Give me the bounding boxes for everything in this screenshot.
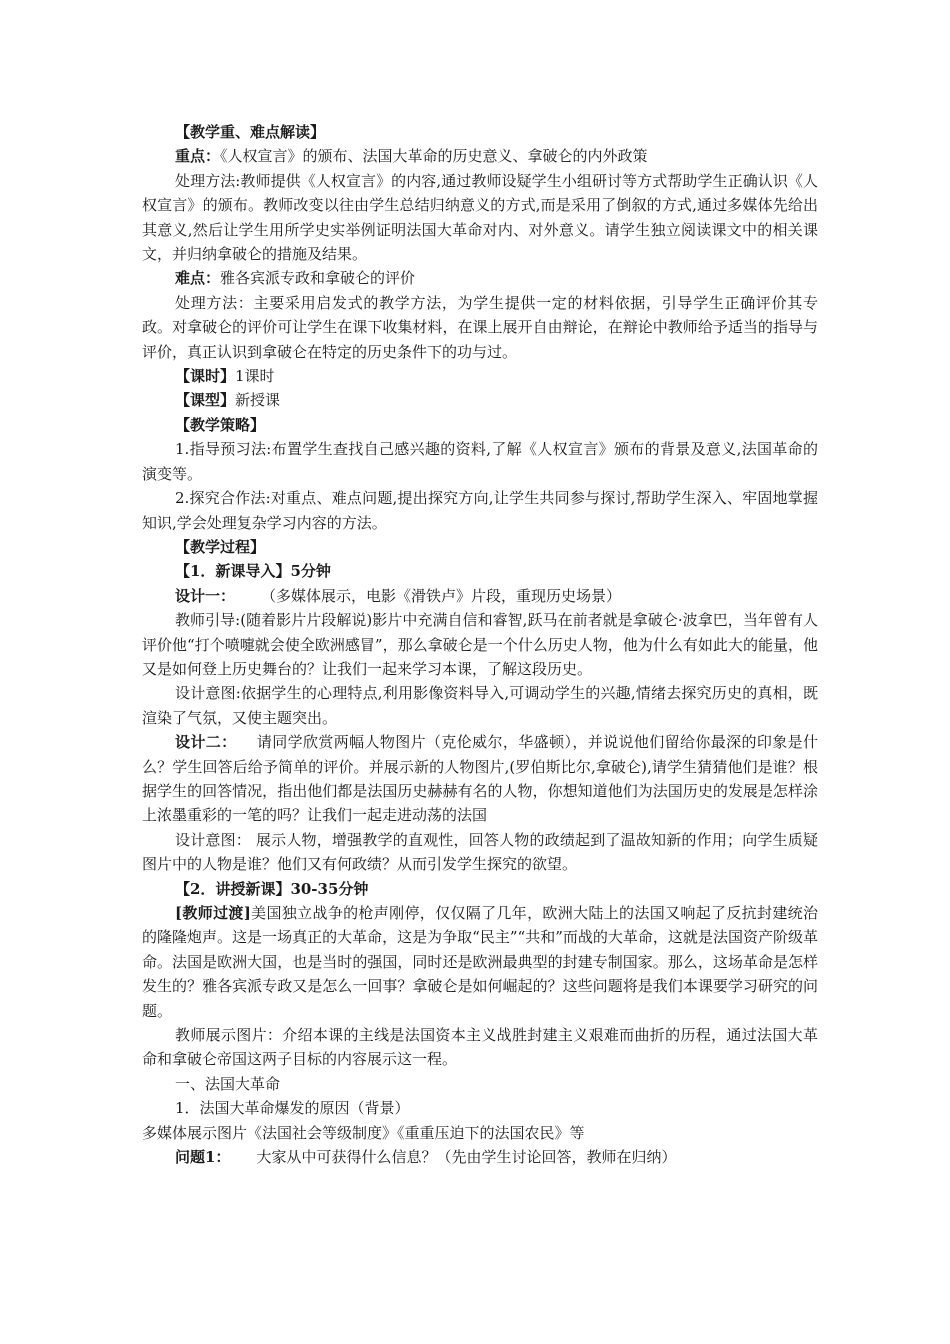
question-1-text: 大家从中可获得什么信息？（先由学生讨论回答，教师在归纳）: [256, 1148, 677, 1167]
design-intent-2: 设计意图： 展示人物，增强教学的直观性，回答人物的政绩起到了温故知新的作用；向学生质疑图片中的人物是谁？他们又有何政绩？从而引发学生探究的欲望。: [142, 830, 818, 874]
method-paragraph-2: 处理方法：主要采用启发式的教学方法，为学生提供一定的材料依据，引导学生正确评价其专政。对拿破仑的评价可让学生在课下收集材料，在课上展开自由辩论，在辩论中教师给予适当的指导与评价，真正认识到拿破仑在特定的历史条件下的功与过。: [142, 293, 818, 361]
process-heading: 【教学过程】: [175, 537, 266, 556]
teacher-show: 教师展示图片：介绍本课的主线是法国资本主义战胜封建主义艰难而曲折的历程，通过法国大革命和拿破仑帝国这两子目标的内容展示这一程。: [142, 1026, 818, 1069]
transition-label: [教师过渡]: [175, 904, 251, 922]
question-1-label: 问题1：: [175, 1148, 231, 1167]
design-1-text: （多媒体展示，电影《滑铁卢》片段，重现历史场景）: [261, 586, 622, 605]
class-hours-text: 1课时: [235, 367, 275, 386]
class-type-text: 新授课: [235, 391, 281, 410]
section-1-1-title: 1．法国大革命爆发的原因（背景）: [175, 1099, 410, 1118]
class-hours: [142, 364, 818, 388]
design-2-text: 请同学欣赏两幅人物图片（克伦威尔，华盛顿），并说说他们留给你最深的印象是什么？学生回答后给予简单的评价。并展示新的人物图片,(罗伯斯比尔,拿破仑),请学生猜猜他们是谁？根据学生的回答情况，指出他们都是法国历史赫赫有名的人物，你想知道他们为法国历史的发展是怎样涂上浓墨重彩的一笔的吗？让我们一起走进动荡的法国: [142, 733, 818, 825]
design-1: [142, 584, 818, 608]
class-type: [142, 388, 818, 412]
teacher-transition: [142, 901, 818, 1023]
media-display: 多媒体展示图片《法国社会等级制度》《重重压迫下的法国农民》等: [142, 1123, 585, 1142]
step-1-heading: 【1．新课导入】5分钟: [175, 562, 331, 581]
strategy-item-1: 1.指导预习法:布置学生查找自己感兴趣的资料,了解《人权宣言》颁布的背景及意义,法国革命的演变等。: [142, 440, 818, 483]
question-1: [142, 1145, 818, 1169]
step-2-heading: 【2．讲授新课】30-35分钟: [175, 879, 369, 898]
teacher-intro: 教师引导:(随着影片片段解说)影片中充满自信和睿智,跃马在前者就是拿破仑·波拿巴，当年曾有人评价他“打个喷嚏就会使全欧洲感冒”，那么拿破仑是一个什么历史人物，他为什么有如此大的能量，他又是如何登上历史舞台的？让我们一起来学习本课，了解这段历史。: [142, 611, 818, 678]
heading-key-points: 【教学重、难点解读】: [175, 123, 326, 141]
design-2: [142, 730, 818, 828]
key-point-text: 《人权宣言》的颁布、法国大革命的历史意义、拿破仑的内外政策: [220, 147, 648, 166]
key-point-paragraph: [142, 144, 818, 168]
design-1-label: 设计一：: [175, 586, 236, 605]
design-intent-1: 设计意图:依据学生的心理特点,利用影像资料导入,可调动学生的兴趣,情绪去探究历史的真相，既渲染了气氛，又使主题突出。: [142, 684, 818, 727]
difficulty-label: 难点：: [175, 269, 221, 288]
strategy-item-2: 2.探究合作法:对重点、难点问题,提出探究方向,让学生共同参与探讨,帮助学生深入、牢固地掌握知识,学会处理复杂学习内容的方法。: [142, 489, 818, 532]
difficulty-paragraph: [142, 266, 818, 290]
class-hours-label: 【课时】: [175, 367, 236, 386]
design-2-label: 设计二：: [175, 733, 237, 752]
strategy-heading: 【教学策略】: [175, 415, 266, 434]
method-paragraph-1: 处理方法:教师提供《人权宣言》的内容,通过教师设疑学生小组研讨等方式帮助学生正确认识《人权宣言》的颁布。教师改变以往由学生总结归纳意义的方式,而是采用了倒叙的方式,通过多媒体先给出其意义,然后让学生用所学史实举例证明法国大革命对内、对外意义。请学生独立阅读课文中的相关课文，并归纳拿破仑的措施及结果。: [142, 171, 818, 264]
difficulty-text: 雅各宾派专政和拿破仑的评价: [220, 269, 416, 288]
class-type-label: 【课型】: [175, 391, 236, 410]
document-body: [142, 120, 818, 1169]
key-point-label: 重点：: [175, 147, 221, 166]
transition-text: 美国独立战争的枪声刚停，仅仅隔了几年，欧洲大陆上的法国又响起了反抗封建统治的隆隆炮声。这是一场真正的大革命，这是为争取“民主”“共和”而战的大革命，这就是法国资产阶级革命。法国是欧洲大国，也是当时的强国，同时还是欧洲最典型的封建专制国家。那么，这场革命是怎样发生的？雅各宾派专政又是怎么一回事？拿破仑是如何崛起的？这些问题将是我们本课要学习研究的问题。: [142, 904, 818, 1020]
section-1-title: 一、法国大革命: [175, 1074, 281, 1093]
